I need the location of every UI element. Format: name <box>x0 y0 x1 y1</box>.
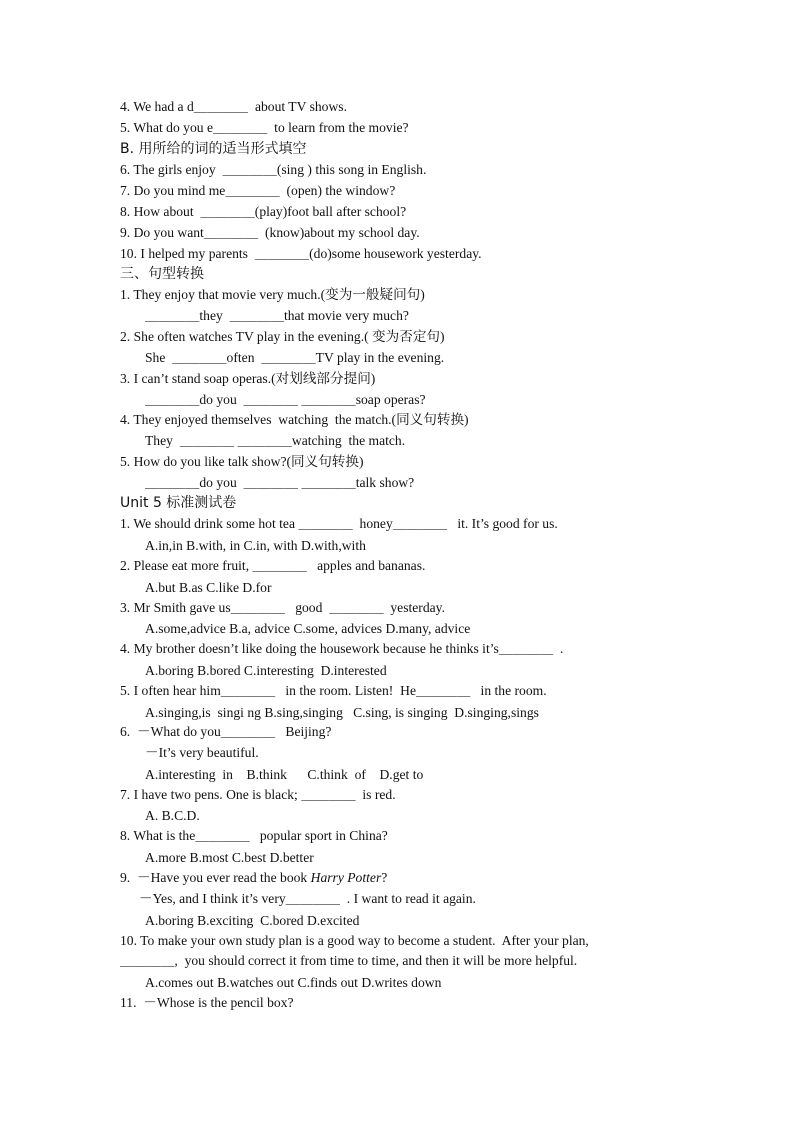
mc-question-7: 7. I have two pens. One is black; ＿＿＿＿ is red. <box>120 787 396 802</box>
transform-1-answer: ＿＿＿＿they ＿＿＿＿that movie very much? <box>145 308 409 323</box>
mc-options-4: A.boring B.bored C.interesting D.interested <box>145 663 387 678</box>
mc-question-5: 5. I often hear him＿＿＿＿ in the room. Listen! He＿＿＿＿ in the room. <box>120 683 547 698</box>
mc-question-6: 6. －What do you＿＿＿＿ Beijing? <box>120 724 332 739</box>
mc-options-3: A.some,advice B.a, advice C.some, advices D.many, advice <box>145 621 471 636</box>
transform-3-answer: ＿＿＿＿do you ＿＿＿＿ ＿＿＿＿soap operas? <box>145 392 426 407</box>
section-b-heading: B. 用所给的词的适当形式填空 <box>120 141 307 157</box>
question-9-know: 9. Do you want＿＿＿＿ (know)about my school day. <box>120 225 420 240</box>
question-6-sing: 6. The girls enjoy ＿＿＿＿(sing ) this song in English. <box>120 162 427 177</box>
section-3-heading: 三、句型转换 <box>120 266 204 282</box>
transform-2: 2. She often watches TV play in the evening.( 变为否定句) <box>120 329 445 344</box>
question-7-open: 7. Do you mind me＿＿＿＿ (open) the window? <box>120 183 396 198</box>
mc-question-10-cont: ＿＿＿＿, you should correct it from time to time, and then it will be more helpful. <box>120 953 578 968</box>
transform-5: 5. How do you like talk show?(同义句转换) <box>120 454 364 469</box>
transform-5-answer: ＿＿＿＿do you ＿＿＿＿ ＿＿＿＿talk show? <box>145 475 415 490</box>
book-title: Harry Potter <box>310 870 382 885</box>
question-5-e: 5. What do you e＿＿＿＿ to learn from the movie? <box>120 120 409 135</box>
mc-options-6: A.interesting in B.think C.think of D.get to <box>145 767 424 782</box>
mc-options-5: A.singing,is singi ng B.sing,singing C.sing, is singing D.singing,sings <box>145 705 539 720</box>
mc-question-2: 2. Please eat more fruit, ＿＿＿＿ apples and bananas. <box>120 558 426 573</box>
mc-question-9-text: 9. －Have you ever read the book <box>120 870 311 885</box>
mc-question-9-reply: －Yes, and I think it’s very＿＿＿＿ . I want to read it again. <box>139 891 476 906</box>
mc-question-10: 10. To make your own study plan is a good way to become a student. After your plan, <box>120 933 589 948</box>
mc-question-9 <box>120 870 387 886</box>
question-10-do: 10. I helped my parents ＿＿＿＿(do)some housework yesterday. <box>120 246 482 261</box>
transform-4: 4. They enjoyed themselves watching the match.(同义句转换) <box>120 412 469 427</box>
mc-options-9: A.boring B.exciting C.bored D.excited <box>145 913 360 928</box>
transform-4-answer: They ＿＿＿＿ ＿＿＿＿watching the match. <box>145 433 406 448</box>
mc-options-7: A. B.C.D. <box>145 808 200 823</box>
mc-question-3: 3. Mr Smith gave us＿＿＿＿ good ＿＿＿＿ yesterday. <box>120 600 445 615</box>
mc-options-10: A.comes out B.watches out C.finds out D.writes down <box>145 975 442 990</box>
transform-1: 1. They enjoy that movie very much.(变为一般疑问句) <box>120 287 425 302</box>
mc-question-8: 8. What is the＿＿＿＿ popular sport in China? <box>120 828 388 843</box>
question-8-play: 8. How about ＿＿＿＿(play)foot ball after school? <box>120 204 407 219</box>
question-4-d: 4. We had a d＿＿＿＿ about TV shows. <box>120 99 347 114</box>
mc-question-4: 4. My brother doesn’t like doing the housework because he thinks it’s＿＿＿＿ . <box>120 641 564 656</box>
mc-options-1: A.in,in B.with, in C.in, with D.with,with <box>145 538 366 553</box>
mc-options-8: A.more B.most C.best D.better <box>145 850 314 865</box>
transform-3: 3. I can’t stand soap operas.(对划线部分提问) <box>120 371 376 386</box>
mc-options-2: A.but B.as C.like D.for <box>145 580 272 595</box>
transform-2-answer: She ＿＿＿＿often ＿＿＿＿TV play in the evening. <box>145 350 445 365</box>
mc-question-6-reply: －It’s very beautiful. <box>145 745 259 760</box>
mc-question-9-end: ? <box>381 870 388 885</box>
mc-question-1: 1. We should drink some hot tea ＿＿＿＿ honey＿＿＿＿ it. It’s good for us. <box>120 516 558 531</box>
mc-question-11: 11. －Whose is the pencil box? <box>120 995 294 1010</box>
unit5-heading: Unit 5 标准测试卷 <box>120 495 237 511</box>
